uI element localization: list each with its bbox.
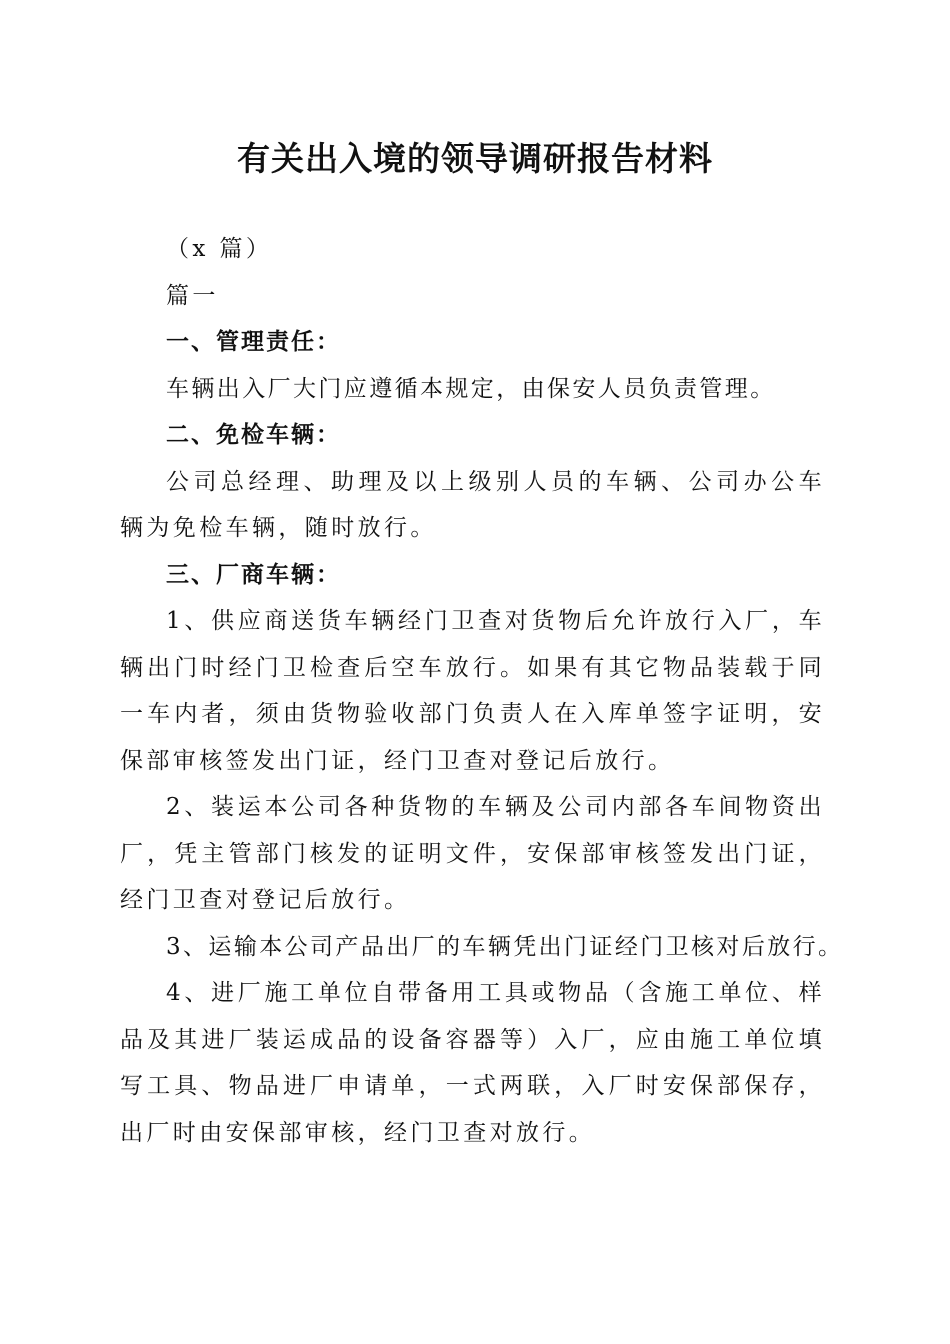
section-heading-exempt-vehicles: 二、免检车辆： bbox=[166, 422, 341, 448]
part-label: 篇一 bbox=[166, 282, 219, 309]
document-title: 有关出入境的领导调研报告材料 bbox=[237, 139, 713, 178]
article-count: （x 篇） bbox=[166, 236, 273, 262]
paragraph-vendor-delivery: 1、供应商送货车辆经门卫查对货物后允许放行入厂，车辆出门时经门卫检查后空车放行。如果有其它物品装载于同一车内者，须由货物验收部门负责人在入库单签字证明，安保部审核签发出门证，经门卫查对登记后放行。 bbox=[120, 608, 825, 774]
paragraph-exempt-vehicles: 公司总经理、助理及以上级别人员的车辆、公司办公车辆为免检车辆，随时放行。 bbox=[120, 468, 825, 541]
paragraph-management-responsibility: 车辆出入厂大门应遵循本规定，由保安人员负责管理。 bbox=[166, 375, 776, 402]
document-body bbox=[120, 226, 844, 1156]
section-heading-management: 一、管理责任： bbox=[166, 329, 341, 355]
paragraph-company-goods: 2、装运本公司各种货物的车辆及公司内部各车间物资出厂，凭主管部门核发的证明文件，安保部审核签发出门证，经门卫查对登记后放行。 bbox=[120, 794, 825, 913]
paragraph-product-transport: 3、运输本公司产品出厂的车辆凭出门证经门卫核对后放行。 bbox=[166, 933, 844, 960]
paragraph-construction-tools: 4、进厂施工单位自带备用工具或物品（含施工单位、样品及其进厂装运成品的设备容器等）入厂，应由施工单位填写工具、物品进厂申请单，一式两联，入厂时安保部保存，出厂时由安保部审核，经门卫查对放行。 bbox=[120, 980, 825, 1146]
section-heading-vendor-vehicles: 三、厂商车辆： bbox=[166, 561, 341, 588]
